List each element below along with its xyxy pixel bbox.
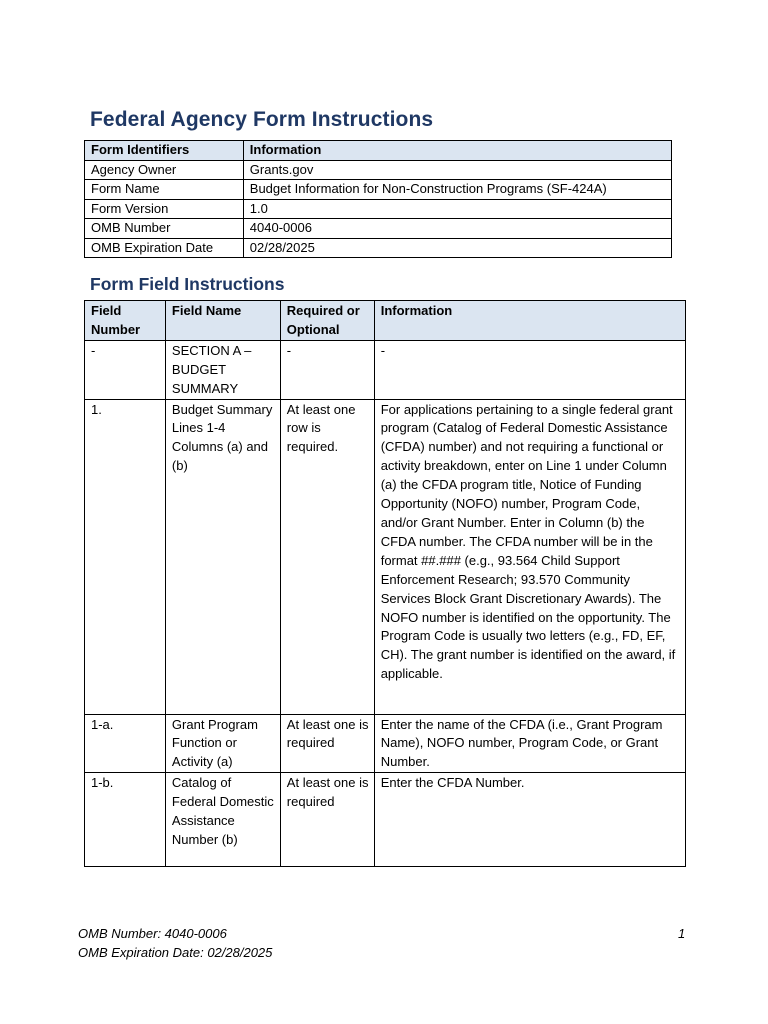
field-requirement: At least one is required [280,714,374,773]
table-row [85,340,686,399]
form-identifiers-table [84,140,672,258]
identifier-label: Agency Owner [85,160,244,180]
table-row [85,773,686,867]
form-field-instructions-table [84,300,686,867]
table-header-row [85,301,686,341]
identifier-value: Budget Information for Non-Construction Programs (SF-424A) [243,180,671,200]
table-row [85,180,672,200]
column-header: Form Identifiers [85,141,244,161]
identifier-label: Form Name [85,180,244,200]
table-row [85,199,672,219]
identifier-label: Form Version [85,199,244,219]
table-row [85,714,686,773]
column-header: Required or Optional [280,301,374,341]
identifier-value: 4040-0006 [243,219,671,239]
field-name: Budget Summary Lines 1-4 Columns (a) and (b) [165,399,280,714]
field-requirement: At least one row is required. [280,399,374,714]
identifier-value: 02/28/2025 [243,238,671,258]
table-row [85,399,686,714]
page-footer [78,924,272,962]
column-header: Information [243,141,671,161]
field-requirement: - [280,340,374,399]
column-header: Field Name [165,301,280,341]
table-header-row [85,141,672,161]
field-number: - [85,340,166,399]
page-number: 1 [678,926,686,941]
field-number: 1-a. [85,714,166,773]
column-header: Information [374,301,685,341]
column-header: Field Number [85,301,166,341]
field-name: Catalog of Federal Domestic Assistance Number (b) [165,773,280,867]
field-name: Grant Program Function or Activity (a) [165,714,280,773]
field-requirement: At least one is required [280,773,374,867]
field-information: Enter the name of the CFDA (i.e., Grant Program Name), NOFO number, Program Code, or Grant Number. [374,714,685,773]
field-number: 1-b. [85,773,166,867]
field-information: For applications pertaining to a single federal grant program (Catalog of Federal Domestic Assistance (CFDA) number) and not requiring a functional or activity breakdown, enter on Line 1 under Column (a) the CFDA program title, Notice of Funding Opportunity (NOFO) number, Program Code, and/or Grant Number. Enter in Column (b) the CFDA number. The CFDA number will be in the format ##.### (e.g., 93.564 Child Support Enforcement Research; 93.570 Community Services Block Grant Discretionary Awards). The NOFO number is identified on the opportunity. The Program Code is usually two letters (e.g., FD, EF, CH). The grant number is identified on the award, if applicable. [374,399,685,714]
table-row [85,160,672,180]
identifier-value: 1.0 [243,199,671,219]
identifier-label: OMB Number [85,219,244,239]
table-row [85,219,672,239]
section-title: Form Field Instructions [90,274,285,294]
table-row [85,238,672,258]
field-number: 1. [85,399,166,714]
identifier-value: Grants.gov [243,160,671,180]
field-name: SECTION A – BUDGET SUMMARY [165,340,280,399]
footer-omb-number: OMB Number: 4040-0006 [78,926,227,941]
page-title: Federal Agency Form Instructions [90,108,434,131]
field-information: - [374,340,685,399]
footer-omb-expiration: OMB Expiration Date: 02/28/2025 [78,945,273,960]
identifier-label: OMB Expiration Date [85,238,244,258]
field-information: Enter the CFDA Number. [374,773,685,867]
